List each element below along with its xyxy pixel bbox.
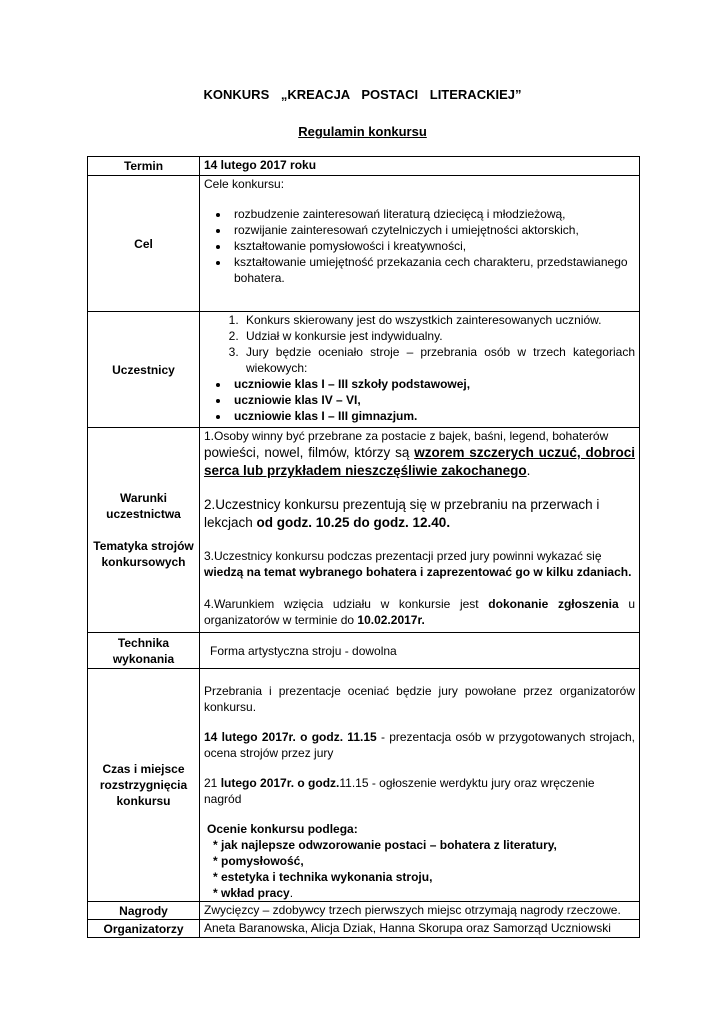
list-item: • rozwijanie zainteresowań czytelniczych i umiejętności aktorskich, (230, 222, 635, 238)
list-item: 2. Udział w konkursie jest indywidualny. (242, 328, 635, 344)
criteria-item-last (204, 885, 635, 901)
label-organizatorzy: Organizatorzy (88, 920, 200, 938)
rules-table (87, 156, 640, 938)
list-item: • uczniowie klas IV – VI, (230, 392, 635, 408)
criteria-item: * estetyka i technika wykonania stroju, (213, 870, 433, 884)
row-cel (88, 176, 640, 312)
warunki-point-1b (204, 444, 635, 480)
czas-date: lutego 2017r. o godz. (220, 776, 340, 790)
warunki-point-1a: 1.Osoby winny być przebrane za postacie z bajek, baśni, legend, bohaterów (204, 429, 609, 443)
value-cel (200, 176, 640, 312)
row-termin (88, 157, 640, 176)
label-uczestnicy: Uczestnicy (88, 312, 200, 428)
list-item: • uczniowie klas I – III gimnazjum. (230, 408, 635, 424)
cel-intro: Cele konkursu: (204, 177, 285, 191)
czas-text: 21 (204, 776, 221, 790)
uczestnicy-numbered-list (204, 312, 635, 376)
warunki-emphasis: dokonanie zgłoszenia (488, 597, 619, 611)
warunki-emphasis: wiedzą na temat wybranego bohatera i zaprezentować go w kilku zdaniach. (204, 565, 632, 579)
uczestnicy-categories (204, 376, 635, 424)
warunki-point-3 (204, 548, 635, 580)
value-technika: Forma artystyczna stroju - dowolna (200, 633, 640, 669)
warunki-deadline: 10.02.2017r. (357, 613, 425, 627)
warunki-point-2 (204, 496, 635, 532)
czas-date: 14 lutego 2017r. o godz. 11.15 (204, 730, 377, 744)
czas-text: 11.15 - ogłoszenie werdyktu jury oraz wręczenie nagród (204, 776, 595, 806)
list-item: • kształtowanie pomysłowości i kreatywności, (230, 238, 635, 254)
document-subtitle: Regulamin konkursu (298, 124, 427, 139)
czas-point-2 (204, 729, 635, 761)
label-warunki (88, 428, 200, 633)
criteria-end: . (289, 886, 294, 900)
value-czas (200, 669, 640, 902)
warunki-text: 2.Uczestnicy konkursu prezentują się w przebraniu na przerwach i lekcjach (204, 497, 600, 530)
warunki-text: u organizatorów w terminie do (204, 597, 635, 627)
list-item: • kształtowanie umiejętność przekazania cech charakteru, przedstawianego bohatera. (230, 254, 635, 286)
value-uczestnicy (200, 312, 640, 428)
label-cel: Cel (88, 176, 200, 312)
value-organizatorzy: Aneta Baranowska, Alicja Dziak, Hanna Skorupa oraz Samorząd Uczniowski (200, 920, 640, 938)
value-termin: 14 lutego 2017 roku (200, 157, 640, 176)
row-technika (88, 633, 640, 669)
criteria-text: * wkład pracy (213, 886, 290, 900)
czas-criteria-title: Ocenie konkursu podlega: (207, 822, 358, 836)
value-warunki (200, 428, 640, 633)
list-item: • rozbudzenie zainteresowań literaturą dziecięcą i młodzieżową, (230, 206, 635, 222)
label-nagrody: Nagrody (88, 902, 200, 920)
row-czas (88, 669, 640, 902)
document-title: KONKURS „KREACJA POSTACI LITERACKIEJ” (203, 87, 522, 102)
warunki-point-4 (204, 596, 635, 628)
criteria-item: * jak najlepsze odwzorowanie postaci – bohatera z literatury, (213, 838, 557, 852)
czas-text: - prezentacja osób w przygotowanych strojach, ocena strojów przez jury (204, 730, 636, 760)
list-item: • uczniowie klas I – III szkoły podstawowej, (230, 376, 635, 392)
row-warunki (88, 428, 640, 633)
label-czas: Czas i miejsce rozstrzygnięcia konkursu (88, 669, 200, 902)
label-termin: Termin (88, 157, 200, 176)
czas-point-3 (204, 775, 635, 807)
list-item: 3. Jury będzie oceniało stroje – przebrania osób w trzech kategoriach wiekowych: (242, 344, 635, 376)
warunki-text: powieści, nowel, filmów, którzy są (204, 445, 415, 460)
row-nagrody (88, 902, 640, 920)
row-organizatorzy (88, 920, 640, 938)
warunki-time: od godz. 10.25 do godz. 12.40. (256, 515, 451, 530)
cel-list (204, 206, 635, 286)
label-tematyka-strojow: Tematyka strojów konkursowych (93, 539, 194, 569)
list-item: 1. Konkurs skierowany jest do wszystkich zainteresowanych uczniów. (242, 312, 635, 328)
label-warunki-uczestnictwa: Warunki uczestnictwa (106, 491, 181, 521)
warunki-text: . (526, 463, 531, 478)
label-technika: Technika wykonania (88, 633, 200, 669)
warunki-emphasis: wzorem szczerych uczuć, dobroci serca lub przykładem nieszczęśliwie zakochanego (204, 445, 635, 478)
row-uczestnicy (88, 312, 640, 428)
czas-point-1: Przebrania i prezentacje oceniać będzie jury powołane przez organizatorów konkursu. (204, 684, 635, 714)
criteria-item: * pomysłowość, (213, 854, 304, 868)
value-nagrody: Zwycięzcy – zdobywcy trzech pierwszych miejsc otrzymają nagrody rzeczowe. (200, 902, 640, 920)
warunki-text: 4.Warunkiem wzięcia udziału w konkursie jest (204, 597, 489, 611)
warunki-text: 3.Uczestnicy konkursu podczas prezentacji przed jury powinni wykazać się (204, 549, 602, 563)
